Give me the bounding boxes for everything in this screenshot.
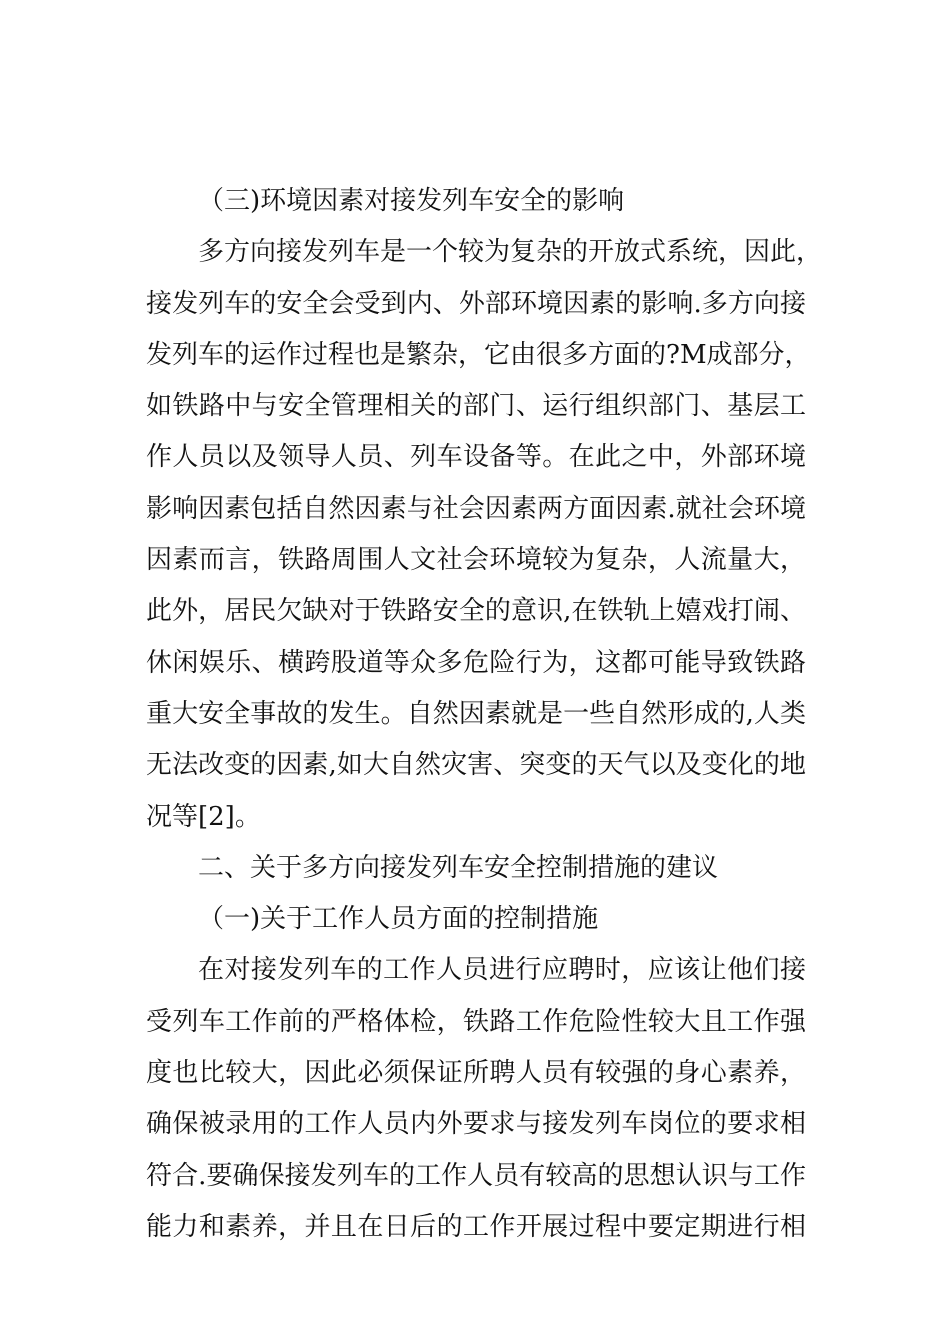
paragraph-line: 能力和素养，并且在日后的工作开展过程中要定期进行相 [146,1211,806,1242]
paragraph-line: 此外，居民欠缺对于铁路安全的意识,在铁轨上嬉戏打闹、 [146,596,806,627]
paragraph-line: 影响因素包括自然因素与社会因素两方面因素.就社会环境 [146,493,806,524]
paragraph-line: 在对接发列车的工作人员进行应聘时，应该让他们接 [198,955,806,986]
paragraph-line: 无法改变的因素,如大自然灾害、突变的天气以及变化的地 [146,750,806,781]
paragraph-line: 因素而言，铁路周围人文社会环境较为复杂，人流量大， [146,545,806,576]
document-body [146,176,823,1253]
paragraph-line: 度也比较大，因此必须保证所聘人员有较强的身心素养， [146,1058,806,1089]
section-heading: 二、关于多方向接发列车安全控制措施的建议 [198,852,719,883]
paragraph-line: 发列车的运作过程也是繁杂，它由很多方面的?M成部分， [146,339,811,370]
section-heading: （三)环境因素对接发列车安全的影响 [198,186,625,216]
paragraph-line: 重大安全事故的发生。自然因素就是一些自然形成的,人类 [146,698,806,729]
paragraph-line: 确保被录用的工作人员内外要求与接发列车岗位的要求相 [146,1109,806,1140]
paragraph-line: 多方向接发列车是一个较为复杂的开放式系统，因此， [198,237,823,268]
paragraph-line: 接发列车的安全会受到内、外部环境因素的影响.多方向接 [146,288,806,319]
paragraph-line: 受列车工作前的严格体检，铁路工作危险性较大且工作强 [146,1006,806,1037]
paragraph-line: 如铁路中与安全管理相关的部门、运行组织部门、基层工 [146,391,806,422]
paragraph-line: 符合.要确保接发列车的工作人员有较高的思想认识与工作 [146,1160,806,1191]
paragraph-line: 休闲娱乐、横跨股道等众多危险行为，这都可能导致铁路 [146,647,806,678]
section-heading: （一)关于工作人员方面的控制措施 [198,904,599,935]
paragraph-line: 作人员以及领导人员、列车设备等。在此之中，外部环境 [146,442,806,473]
paragraph-line: 况等[2]。 [146,801,261,832]
